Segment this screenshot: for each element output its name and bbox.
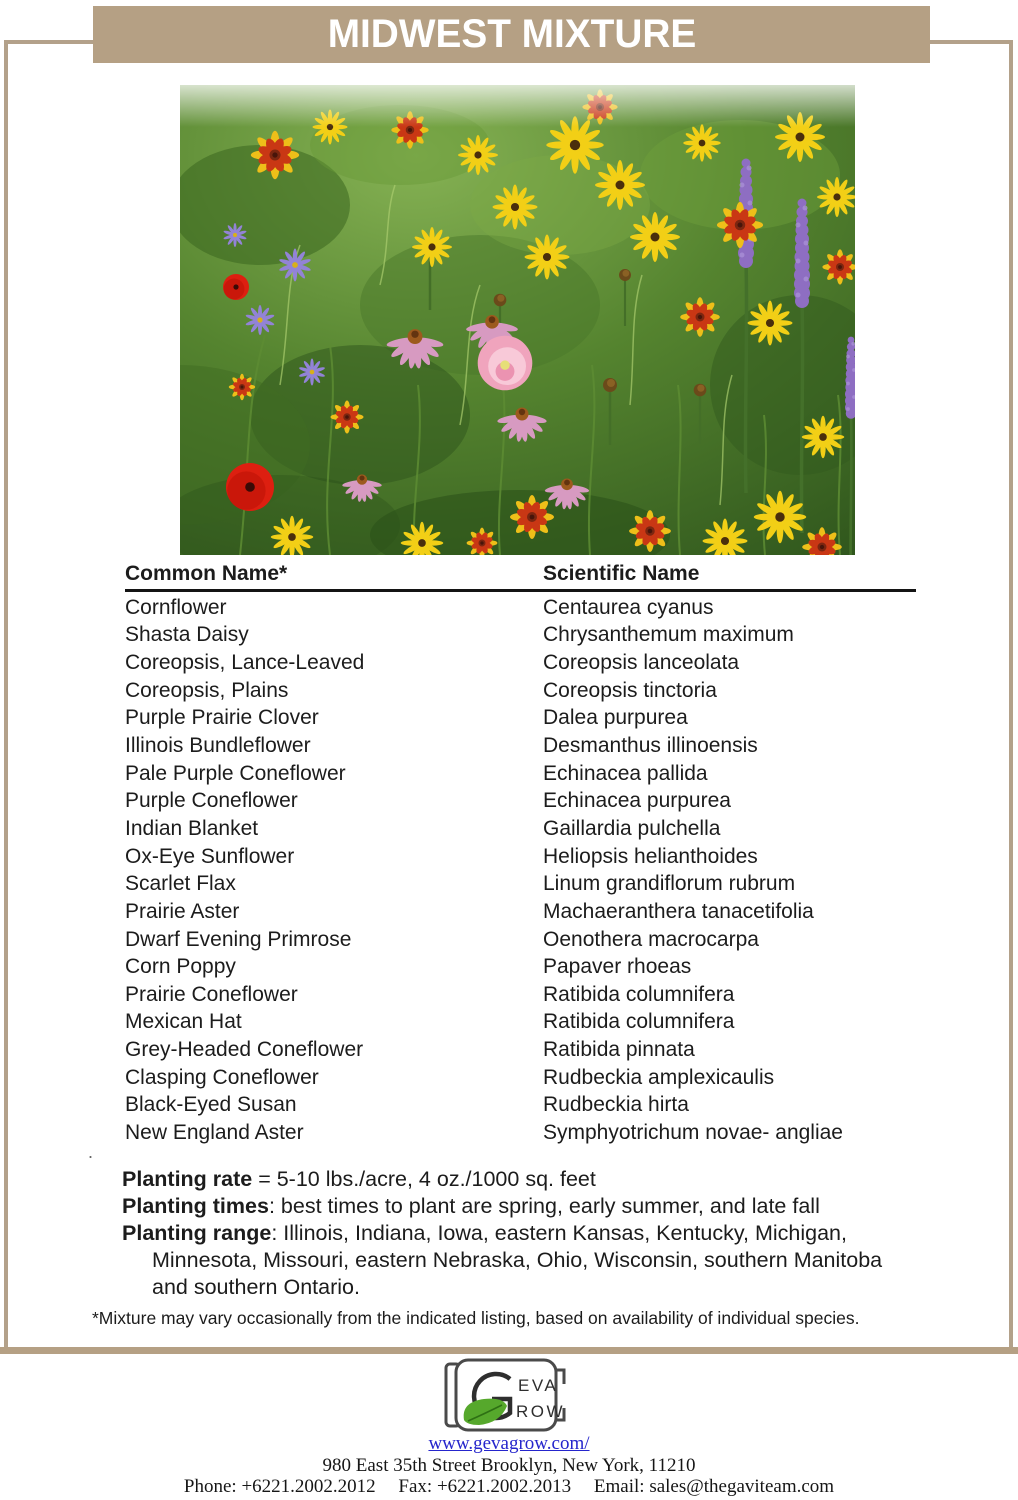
scientific-name-cell: Echinacea purpurea: [543, 789, 731, 813]
species-table-header: [125, 562, 916, 592]
planting-times-text: : best times to plant are spring, early summer, and late fall: [268, 1194, 820, 1218]
scientific-name-cell: Chrysanthemum maximum: [543, 623, 794, 647]
planting-times-label: Planting times: [122, 1194, 269, 1218]
common-name-cell: Shasta Daisy: [125, 623, 249, 647]
table-row: [125, 705, 916, 733]
scientific-name-cell: Ratibida pinnata: [543, 1038, 695, 1062]
common-name-cell: Cornflower: [125, 595, 227, 619]
common-name-cell: Pale Purple Coneflower: [125, 761, 346, 785]
table-row: [125, 1119, 916, 1147]
common-name-cell: Prairie Aster: [125, 899, 240, 923]
email-text: Email: sales@thegaviteam.com: [593, 1476, 835, 1497]
planting-range-label: Planting range: [122, 1221, 272, 1245]
common-name-header: Common Name*: [125, 562, 288, 585]
common-name-cell: Coreopsis, Lance-Leaved: [125, 651, 365, 675]
common-name-cell: Illinois Bundleflower: [125, 734, 311, 758]
scientific-name-cell: Echinacea pallida: [543, 761, 708, 785]
geva-grow-logo-icon: [434, 1356, 584, 1434]
table-row: [125, 843, 916, 871]
table-row: [125, 1064, 916, 1092]
planting-times-line: [122, 1193, 1018, 1220]
fax-text: Fax: +6221.2002.2013: [398, 1476, 572, 1497]
scientific-name-cell: Desmanthus illinoensis: [543, 734, 758, 758]
scientific-name-cell: Centaurea cyanus: [543, 595, 714, 619]
footer: [0, 1433, 1018, 1498]
scientific-name-cell: Coreopsis lanceolata: [543, 651, 740, 675]
scientific-name-cell: Coreopsis tinctoria: [543, 678, 717, 702]
common-name-cell: Purple Coneflower: [125, 789, 298, 813]
common-name-cell: Indian Blanket: [125, 816, 259, 840]
scientific-name-cell: Heliopsis helianthoides: [543, 844, 758, 868]
table-row: [125, 594, 916, 622]
table-row: [125, 787, 916, 815]
scientific-name-cell: Symphyotrichum novae- angliae: [543, 1120, 843, 1144]
table-row: [125, 1009, 916, 1037]
logo-text-bottom: ROW: [516, 1402, 566, 1421]
wildflower-photo: [180, 85, 855, 555]
common-name-cell: Coreopsis, Plains: [125, 678, 289, 702]
table-row: [125, 815, 916, 843]
table-row: [125, 898, 916, 926]
planting-range-line: [122, 1220, 915, 1301]
scientific-name-cell: Rudbeckia amplexicaulis: [543, 1065, 775, 1089]
address-line: 980 East 35th Street Brooklyn, New York, 11210: [322, 1454, 696, 1476]
logo-text-top: EVA: [518, 1376, 559, 1395]
frame-border-bottom: [0, 1347, 1018, 1354]
wildflower-photo-art: [180, 85, 855, 555]
common-name-cell: Prairie Coneflower: [125, 982, 298, 1006]
table-row: [125, 732, 916, 760]
common-name-cell: Purple Prairie Clover: [125, 706, 319, 730]
common-name-cell: Black-Eyed Susan: [125, 1093, 297, 1117]
planting-rate-label: Planting rate: [122, 1167, 253, 1191]
table-row: [125, 1092, 916, 1120]
common-name-cell: Dwarf Evening Primrose: [125, 927, 352, 951]
scientific-name-cell: Linum grandiflorum rubrum: [543, 872, 796, 896]
contact-line: [0, 1476, 1018, 1498]
header-banner: [93, 6, 930, 63]
scientific-name-cell: Oenothera macrocarpa: [543, 927, 759, 951]
mixture-disclaimer: *Mixture may vary occasionally from the indicated listing, based on availability of individual species.: [92, 1308, 860, 1328]
common-name-cell: Grey-Headed Coneflower: [125, 1038, 364, 1062]
scientific-name-cell: Gaillardia pulchella: [543, 816, 721, 840]
scientific-name-header: Scientific Name: [543, 562, 700, 585]
table-row: [125, 870, 916, 898]
table-row: [125, 760, 916, 788]
table-row: [125, 1036, 916, 1064]
website-link[interactable]: www.gevagrow.com/: [428, 1433, 590, 1454]
common-name-cell: Clasping Coneflower: [125, 1065, 319, 1089]
phone-text: Phone: +6221.2002.2012: [183, 1476, 376, 1497]
planting-rate-line: [122, 1166, 1018, 1193]
stray-period-mark: .: [88, 1142, 94, 1162]
frame-border-right: [1009, 40, 1013, 1352]
table-row: [125, 926, 916, 954]
table-row: [125, 622, 916, 650]
planting-info: [122, 1166, 1018, 1301]
common-name-cell: Corn Poppy: [125, 955, 236, 979]
common-name-cell: Scarlet Flax: [125, 872, 236, 896]
species-table: [125, 562, 916, 1147]
scientific-name-cell: Rudbeckia hirta: [543, 1093, 689, 1117]
planting-rate-text: = 5-10 lbs./acre, 4 oz./1000 sq. feet: [252, 1167, 596, 1191]
scientific-name-cell: Papaver rhoeas: [543, 955, 692, 979]
scientific-name-cell: Ratibida columnifera: [543, 1010, 735, 1034]
common-name-cell: New England Aster: [125, 1120, 304, 1144]
species-table-body: [125, 592, 916, 1147]
table-row: [125, 953, 916, 981]
table-row: [125, 649, 916, 677]
scientific-name-cell: Dalea purpurea: [543, 706, 688, 730]
page-title: MIDWEST MIXTURE: [327, 12, 696, 56]
table-row: [125, 981, 916, 1009]
scientific-name-cell: Ratibida columnifera: [543, 982, 735, 1006]
scientific-name-cell: Machaeranthera tanacetifolia: [543, 899, 814, 923]
table-row: [125, 677, 916, 705]
geva-grow-logo: [434, 1356, 584, 1434]
common-name-cell: Ox-Eye Sunflower: [125, 844, 295, 868]
planting-range-text: : Illinois, Indiana, Iowa, eastern Kansas, Kentucky, Michigan, Minnesota, Missouri, eastern Nebraska, Ohio, Wisconsin, southern Manitoba and southern Ontario.: [152, 1221, 883, 1299]
common-name-cell: Mexican Hat: [125, 1010, 242, 1034]
frame-border-left: [4, 40, 8, 1352]
